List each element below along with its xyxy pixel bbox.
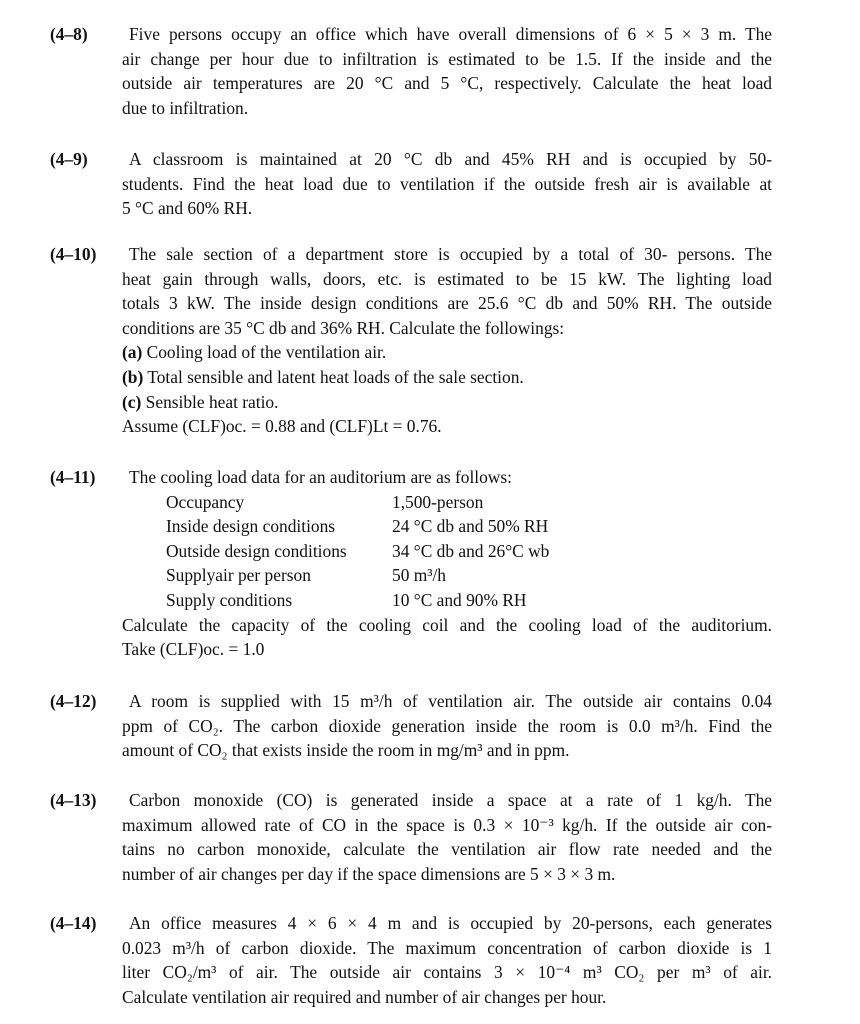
text-line: conditions are 35 °C db and 36% RH. Calculate the followings: xyxy=(122,317,565,338)
problem-number: (4–10) xyxy=(50,244,97,264)
item-label: (a) xyxy=(122,342,143,363)
row-label: Outside design conditions xyxy=(166,540,347,561)
item-text: Sensible heat ratio. xyxy=(145,391,279,412)
text-line: liter CO₂/m³ of air. The outside air contains 3 × 10⁻⁴ m³ CO₂ per m³ of air. xyxy=(122,962,772,983)
problem-text xyxy=(122,465,772,662)
problem-number: (4–14) xyxy=(50,913,97,933)
data-row xyxy=(122,514,772,539)
problem-number: (4–11) xyxy=(50,467,96,487)
data-row xyxy=(122,539,772,564)
row-label: Occupancy xyxy=(166,491,245,512)
problem-text xyxy=(122,242,772,439)
problem-text xyxy=(122,911,772,1009)
list-item xyxy=(122,390,772,415)
problem-number: (4–13) xyxy=(50,790,97,810)
row-value: 10 °C and 90% RH xyxy=(392,589,527,610)
text-line: Calculate ventilation air required and number of air changes per hour. xyxy=(122,986,607,1007)
data-row xyxy=(122,588,772,613)
item-label: (b) xyxy=(122,366,144,387)
data-row xyxy=(122,490,772,515)
text-line: air change per hour due to infiltration is estimated to be 1.5. If the inside and the xyxy=(122,48,772,69)
problem-text xyxy=(122,147,772,221)
row-label: Inside design conditions xyxy=(166,516,336,537)
text-line: An office measures 4 × 6 × 4 m and is occupied by 20-persons, each generates xyxy=(129,913,772,933)
text-line: number of air changes per day if the space dimensions are 5 × 3 × 3 m. xyxy=(122,863,616,884)
text-line: amount of CO₂ that exists inside the room in mg/m³ and in ppm. xyxy=(122,740,570,761)
text-line: 5 °C and 60% RH. xyxy=(122,198,253,219)
text-line: Five persons occupy an office which have overall dimensions of 6 × 5 × 3 m. The xyxy=(129,24,772,44)
text-line: Carbon monoxide (CO) is generated inside a space at a rate of 1 kg/h. The xyxy=(129,790,772,810)
text-line: A classroom is maintained at 20 °C db and 45% RH and is occupied by 50- xyxy=(129,149,772,169)
row-value: 1,500-person xyxy=(392,491,484,512)
item-text: Total sensible and latent heat loads of the sale section. xyxy=(147,366,524,387)
text-line: ppm of CO₂. The carbon dioxide generation inside the room is 0.0 m³/h. Find the xyxy=(122,715,772,736)
text-line: 0.023 m³/h of carbon dioxide. The maximum concentration of carbon dioxide is 1 xyxy=(122,937,772,958)
text-line: A room is supplied with 15 m³/h of ventilation air. The outside air contains 0.04 xyxy=(129,691,772,711)
problem-text xyxy=(122,689,772,763)
text-line: Take (CLF)oc. = 1.0 xyxy=(122,639,265,660)
data-row xyxy=(122,563,772,588)
text-line: heat gain through walls, doors, etc. is estimated to be 15 kW. The lighting load xyxy=(122,268,772,289)
row-label: Supplyair per person xyxy=(166,565,311,586)
row-value: 50 m³/h xyxy=(392,565,447,586)
text-line: The sale section of a department store is occupied by a total of 30- persons. The xyxy=(129,244,772,264)
item-text: Cooling load of the ventilation air. xyxy=(146,342,387,363)
text-line: maximum allowed rate of CO in the space is 0.3 × 10⁻³ kg/h. If the outside air con- xyxy=(122,814,772,835)
problem-text xyxy=(122,788,772,886)
text-line: Calculate the capacity of the cooling coil and the cooling load of the auditorium. xyxy=(122,614,772,635)
item-label: (c) xyxy=(122,391,142,412)
problem-text xyxy=(122,22,772,120)
assumption: Assume (CLF)oc. = 0.88 and (CLF)Lt = 0.76. xyxy=(122,416,442,437)
text-line: outside air temperatures are 20 °C and 5 °C, respectively. Calculate the heat load xyxy=(122,73,772,94)
list-item xyxy=(122,340,772,365)
row-label: Supply conditions xyxy=(166,589,293,610)
text-line: totals 3 kW. The inside design conditions are 25.6 °C db and 50% RH. The outside xyxy=(122,293,772,314)
row-value: 34 °C db and 26°C wb xyxy=(392,540,550,561)
problem-number: (4–9) xyxy=(50,149,88,169)
text-line: students. Find the heat load due to ventilation if the outside fresh air is available at xyxy=(122,173,772,194)
problem-number: (4–8) xyxy=(50,24,88,44)
list-item xyxy=(122,365,772,390)
text-line: due to infiltration. xyxy=(122,97,249,118)
problem-number: (4–12) xyxy=(50,691,97,711)
text-line: The cooling load data for an auditorium are as follows: xyxy=(129,467,512,487)
text-line: tains no carbon monoxide, calculate the ventilation air flow rate needed and the xyxy=(122,839,772,860)
row-value: 24 °C db and 50% RH xyxy=(392,516,549,537)
